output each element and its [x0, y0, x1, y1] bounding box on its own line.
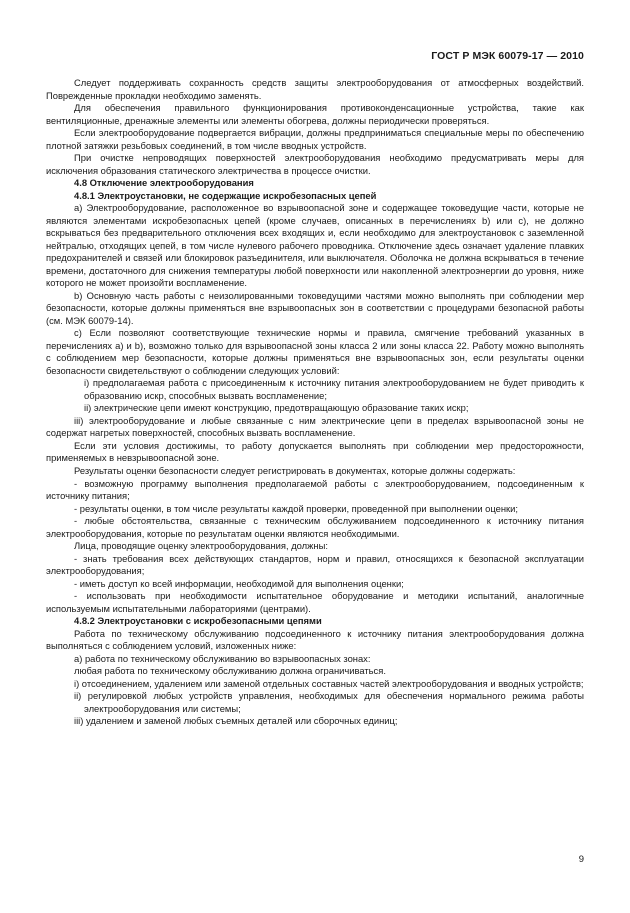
paragraph: любая работа по техническому обслуживанию должна ограничиваться. — [74, 665, 386, 677]
paragraph: iii) электрооборудование и любые связанные с ним электрические цепи в пределах взрывоопасной зоны не содержат нагретых поверхностей, способных вызвать воспламенение. — [46, 414, 584, 439]
paragraph: ii) электрические цепи имеют конструкцию, предотвращающую образование таких искр; — [84, 402, 469, 414]
paragraph: а) Электрооборудование, расположенное во взрывоопасной зоне и содержащее токоведущие части, которые не являются элементами искробезопасных цепей (кроме случаев, описанных в перечислениях b) или c), не должно вскрываться без предварительного отключения всех входящих и, если необходимо для электроустановок с заземленной нейтралью, отходящих цепей, в том числе нулевого рабочего проводника. Отключение здесь означает удаление плавких предохранителей и связей или блокировок разъединителя, или выключателя. Оболочка не должна вскрываться в течение времени, достаточного для снижения температуры любой поверхности или накопленной электроэнергии до уровня, ниже которого не может произойти воспламенение. — [46, 202, 584, 289]
paragraph: Результаты оценки безопасности следует регистрировать в документах, которые должны содержать: — [74, 464, 516, 476]
paragraph: - возможную программу выполнения предполагаемой работы с электрооборудованием, подсоединенным к источнику питания; — [46, 477, 584, 502]
paragraph: i) предполагаемая работа с присоединенным к источнику питания электрооборудованием не будет приводить к образованию искр, способных вызвать воспламенение; — [84, 377, 584, 401]
section-heading: 4.8.1 Электроустановки, не содержащие искробезопасных цепей — [74, 189, 377, 201]
paragraph: ii) регулировкой любых устройств управления, необходимых для обеспечения нормального режима работы электрооборудования или системы; — [74, 690, 584, 714]
paragraph: Если эти условия достижимы, то работу допускается выполнять при соблюдении мер предосторожности, применяемых в невзрывоопасной зоне. — [46, 439, 584, 464]
paragraph: Лица, проводящие оценку электрооборудования, должны: — [74, 540, 328, 552]
paragraph: - знать требования всех действующих стандартов, норм и правил, относящихся к безопасной эксплуатации электрооборудования; — [46, 552, 584, 577]
paragraph: b) Основную часть работы с неизолированными токоведущими частями можно выполнять при соблюдении мер безопасности, которые должны применяться вне взрывоопасных зон в соответствии с процедурами безопасной работы (см. МЭК 60079-14). — [46, 289, 584, 326]
paragraph: а) работа по техническому обслуживанию во взрывоопасных зонах: — [74, 652, 371, 664]
paragraph: - иметь доступ ко всей информации, необходимой для выполнения оценки; — [74, 577, 404, 589]
page-number: 9 — [578, 854, 584, 865]
paragraph: Следует поддерживать сохранность средств защиты электрооборудования от атмосферных воздействий. Поврежденные прокладки необходимо заменять. — [46, 77, 584, 101]
paragraph: Для обеспечения правильного функционирования противоконденсационные устройства, такие как вентиляционные, дренажные элементы или элементы обогрева, должны периодически проверяться. — [46, 102, 584, 126]
standard-designation: ГОСТ Р МЭК 60079-17 — 2010 — [431, 50, 584, 62]
paragraph: Если электрооборудование подвергается вибрации, должны предприниматься специальные меры по обеспечению плотной затяжки резьбовых соединений, в том числе вводных устройств. — [46, 127, 584, 151]
paragraph: При очистке непроводящих поверхностей электрооборудования необходимо предусматривать меры для исключения образования статического электричества в процессе очистки. — [46, 152, 584, 176]
paragraph: Работа по техническому обслуживанию подсоединенного к источнику питания электрооборудования должна выполняться с соблюдением условий, изложенных ниже: — [46, 627, 584, 652]
section-heading: 4.8.2 Электроустановки с искробезопасными цепями — [74, 615, 322, 627]
paragraph: - любые обстоятельства, связанные с техническим обслуживанием подсоединенного к источнику питания электрооборудования, которые по результатам оценки являются необходимыми. — [46, 515, 584, 539]
paragraph: - результаты оценки, в том числе результаты каждой проверки, проведенной при выполнении оценки; — [74, 502, 518, 514]
paragraph: iii) удалением и заменой любых съемных деталей или сборочных единиц; — [74, 715, 398, 727]
section-heading: 4.8 Отключение электрооборудования — [74, 177, 254, 189]
document-body — [46, 77, 584, 728]
paragraph: - использовать при необходимости испытательное оборудование и методики испытаний, аналогичные используемым испытательными лабораториями (центрами). — [46, 590, 584, 614]
paragraph: i) отсоединением, удалением или заменой отдельных составных частей электрооборудования и вводных устройств; — [74, 677, 584, 689]
paragraph: c) Если позволяют соответствующие технические нормы и правила, смягчение требований указанных в перечислениях a) и b), возможно только для взрывоопасной зоны класса 2 или зоны класса 22. Работу можно выполнять с соблюдением мер безопасности, которые должны применяться вне взрывоопасных зон, если результаты оценки безопасности свидетельствуют о соблюдении следующих условий: — [46, 327, 584, 376]
